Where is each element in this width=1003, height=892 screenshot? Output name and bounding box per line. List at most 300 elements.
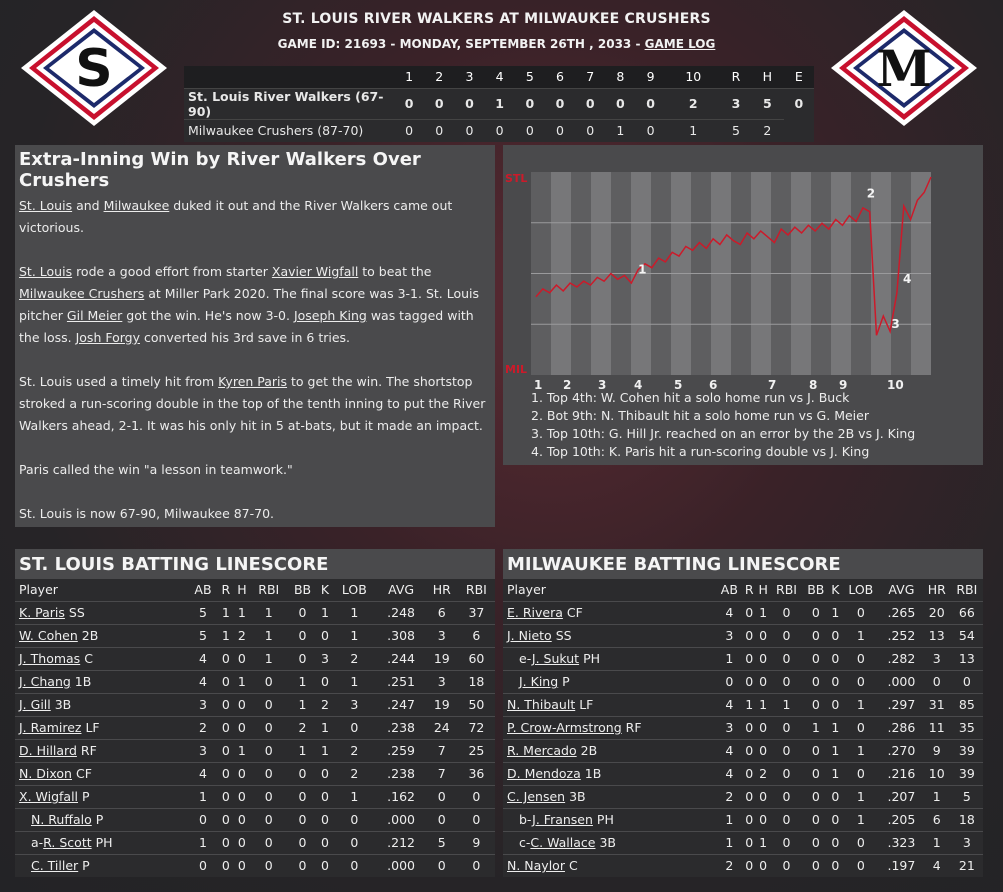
stat-cell: 21 [951, 854, 983, 877]
stat-cell: 0 [250, 739, 287, 762]
batting-row [503, 785, 983, 808]
stat-cell: 1 [218, 624, 233, 647]
batting-col-header: AB [188, 579, 218, 601]
player-position: SS [68, 605, 85, 620]
stat-cell: 1 [842, 808, 880, 831]
stat-cell: 0 [743, 762, 756, 785]
josh-forgy-link[interactable]: Josh Forgy [75, 330, 140, 345]
player-cell [15, 647, 188, 670]
stat-cell: 0 [743, 785, 756, 808]
stat-cell: 5 [188, 601, 218, 624]
stat-cell: .251 [376, 670, 425, 693]
joseph-king-link[interactable]: Joseph King [293, 308, 367, 323]
batting-col-header: Player [15, 579, 188, 601]
batting-col-header: AB [716, 579, 742, 601]
stat-cell: 3 [923, 647, 951, 670]
recap-text: duked it out and the River Walkers came out victorious. [19, 198, 453, 235]
stat-cell: 0 [756, 785, 770, 808]
stat-cell: 11 [923, 716, 951, 739]
player-name-link[interactable]: N. Thibault [507, 697, 576, 712]
batting-row [503, 854, 983, 877]
xavier-wigfall-link[interactable]: Xavier Wigfall [271, 264, 359, 279]
stat-cell: 0 [318, 854, 333, 877]
stat-cell: .000 [376, 854, 425, 877]
stat-cell: 0 [218, 716, 233, 739]
linescore-cell: 0 [575, 88, 605, 119]
player-cell [503, 762, 716, 785]
player-name-link[interactable]: W. Cohen [19, 628, 78, 643]
home-team-logo[interactable] [829, 8, 979, 128]
linescore-cell: 2 [751, 119, 784, 142]
player-name-link[interactable]: P. Crow-Armstrong [507, 720, 622, 735]
player-name-link[interactable]: J. Nieto [507, 628, 552, 643]
linescore-cell: 2 [666, 88, 721, 119]
stat-cell: 1 [318, 716, 333, 739]
stat-cell: 0 [218, 854, 233, 877]
recap-paragraph-3 [19, 371, 491, 437]
stat-cell: 1 [250, 601, 287, 624]
stat-cell: 1 [829, 601, 842, 624]
player-name-link[interactable]: E. Rivera [507, 605, 563, 620]
stat-cell: 0 [951, 670, 983, 693]
stat-cell: 20 [923, 601, 951, 624]
batting-col-header: LOB [332, 579, 376, 601]
linescore-cell: 0 [424, 119, 454, 142]
linescore-row [184, 119, 814, 142]
stat-cell: 0 [743, 624, 756, 647]
stat-cell: 3 [426, 624, 458, 647]
batting-row [503, 601, 983, 624]
chart-note: 4. Top 10th: K. Paris hit a run-scoring double vs J. King [531, 444, 870, 459]
milwaukee-crushers-link[interactable]: Milwaukee Crushers [19, 286, 145, 301]
stat-cell: 0 [234, 808, 251, 831]
stat-cell: 1 [756, 693, 770, 716]
player-position: PH [596, 812, 614, 827]
player-position: PH [95, 835, 113, 850]
stat-cell: 0 [743, 854, 756, 877]
st-louis-link[interactable]: St. Louis [19, 264, 73, 279]
batting-row [503, 762, 983, 785]
stat-cell: 0 [218, 831, 233, 854]
chart-x-tick-label: 1 [534, 378, 543, 392]
game-id-date: GAME ID: 21693 - MONDAY, SEPTEMBER 26TH , 2033 - [277, 37, 645, 51]
linescore-cell: 1 [485, 88, 515, 119]
stat-cell: 0 [803, 808, 829, 831]
stat-cell: 0 [842, 716, 880, 739]
stat-cell: 0 [318, 762, 333, 785]
stat-cell: 37 [458, 601, 495, 624]
batting-col-header: AVG [376, 579, 425, 601]
stat-cell: 3 [716, 716, 742, 739]
stat-cell: 0 [287, 854, 317, 877]
stat-cell: 0 [770, 624, 802, 647]
stat-cell: 0 [803, 831, 829, 854]
batting-col-header: RBI [951, 579, 983, 601]
player-cell [503, 624, 716, 647]
kyren-paris-link[interactable]: Kyren Paris [218, 374, 288, 389]
stat-cell: 0 [218, 762, 233, 785]
stat-cell: 1 [287, 693, 317, 716]
stat-cell: 4 [188, 647, 218, 670]
player-name-link[interactable]: J. Gill [19, 697, 51, 712]
stat-cell: 0 [842, 854, 880, 877]
linescore-cell: 0 [545, 88, 575, 119]
linescore-row [184, 88, 814, 119]
player-name-link[interactable]: R. Mercado [507, 743, 577, 758]
stat-cell: 2 [716, 785, 742, 808]
player-name-link[interactable]: D. Hillard [19, 743, 77, 758]
linescore-cell: 0 [515, 88, 545, 119]
player-cell [503, 647, 716, 670]
batting-row [15, 693, 495, 716]
batting-col-header: HR [426, 579, 458, 601]
player-cell [15, 601, 188, 624]
stat-cell: 1 [287, 670, 317, 693]
stat-cell: 4 [716, 693, 742, 716]
stat-cell: 4 [716, 762, 742, 785]
win-probability-chart [503, 145, 983, 395]
stat-cell: .308 [376, 624, 425, 647]
stat-cell: 7 [426, 739, 458, 762]
stat-cell: 0 [234, 762, 251, 785]
stat-cell: 0 [743, 831, 756, 854]
linescore-team-name: St. Louis River Walkers (67-90) [184, 88, 394, 119]
batting-row [15, 624, 495, 647]
stat-cell: .205 [880, 808, 923, 831]
chart-event-marker: 2 [866, 186, 876, 201]
win-probability-chart-panel [503, 145, 983, 465]
stat-cell: 2 [332, 739, 376, 762]
player-cell [15, 624, 188, 647]
stat-cell: 1 [842, 785, 880, 808]
game-recap-panel [15, 145, 495, 527]
gil-meier-link[interactable]: Gil Meier [66, 308, 123, 323]
player-position: 2B [81, 628, 99, 643]
stat-cell: 0 [318, 831, 333, 854]
batting-row [15, 670, 495, 693]
player-name-link[interactable]: J. Thomas [19, 651, 81, 666]
player-name-link[interactable]: X. Wigfall [19, 789, 79, 804]
stat-cell: 0 [756, 670, 770, 693]
stat-cell: .252 [880, 624, 923, 647]
stat-cell: .207 [880, 785, 923, 808]
player-name-link[interactable]: R. Scott [43, 835, 92, 850]
stat-cell: 7 [426, 762, 458, 785]
player-position: LF [579, 697, 594, 712]
recap-text: to get the win. The shortstop stroked a run-scoring double in the top of the tenth inning to put the River Walkers ahead, 2-1. It was his only hit in 5 at-bats, but it made an impact. [19, 374, 486, 433]
stat-cell: 3 [426, 670, 458, 693]
linescore-cell: 1 [666, 119, 721, 142]
linescore-col-header: 2 [424, 66, 454, 88]
player-name-link[interactable]: N. Naylor [507, 858, 565, 874]
chart-x-tick-label: 4 [634, 378, 643, 392]
player-position: 3B [599, 835, 616, 850]
stat-cell: 0 [287, 785, 317, 808]
batting-row [15, 716, 495, 739]
linescore-col-header: 7 [575, 66, 605, 88]
stat-cell: 2 [756, 762, 770, 785]
stat-cell: 0 [426, 854, 458, 877]
stat-cell: 1 [234, 739, 251, 762]
player-name-link[interactable]: J. Fransen [532, 812, 593, 827]
player-cell [503, 670, 716, 693]
player-position: RF [625, 720, 642, 735]
stat-cell: 9 [923, 739, 951, 762]
batting-col-header: RBI [458, 579, 495, 601]
stat-cell: 1 [332, 601, 376, 624]
batting-row [15, 647, 495, 670]
home-logo-graphic [829, 8, 979, 128]
player-name-link[interactable]: D. Mendoza [507, 766, 581, 781]
batting-row [15, 762, 495, 785]
stat-cell: 3 [188, 693, 218, 716]
stat-cell: 0 [332, 854, 376, 877]
player-cell [15, 762, 188, 785]
stat-cell: 0 [743, 716, 756, 739]
stat-cell: 1 [332, 670, 376, 693]
stat-cell: .247 [376, 693, 425, 716]
stat-cell: 0 [716, 670, 742, 693]
stat-cell: 0 [218, 670, 233, 693]
linescore-col-header: 9 [636, 66, 666, 88]
stat-cell: 50 [458, 693, 495, 716]
stat-cell: 0 [770, 831, 802, 854]
stat-cell: 0 [234, 831, 251, 854]
player-cell [15, 716, 188, 739]
away-batting-title: ST. LOUIS BATTING LINESCORE [15, 549, 495, 579]
batting-col-header: BB [803, 579, 829, 601]
stat-cell: 0 [770, 808, 802, 831]
batting-col-header: HR [923, 579, 951, 601]
stat-cell: 36 [458, 762, 495, 785]
sub-marker: c- [519, 835, 531, 850]
batting-row [15, 785, 495, 808]
player-position: 3B [569, 789, 586, 804]
stat-cell: 31 [923, 693, 951, 716]
stat-cell: 0 [332, 831, 376, 854]
batting-row [503, 624, 983, 647]
recap-paragraph-4: Paris called the win "a lesson in teamwork." [19, 462, 293, 477]
linescore-cell: 0 [636, 88, 666, 119]
batting-col-header: R [743, 579, 756, 601]
stat-cell: .238 [376, 716, 425, 739]
stat-cell: 1 [188, 831, 218, 854]
stat-cell: 0 [318, 785, 333, 808]
home-batting-panel [503, 549, 983, 877]
stat-cell: .323 [880, 831, 923, 854]
stat-cell: 1 [332, 624, 376, 647]
chart-event-marker: 4 [902, 271, 912, 286]
batting-col-header: RBI [250, 579, 287, 601]
stat-cell: 5 [951, 785, 983, 808]
batting-col-header: K [318, 579, 333, 601]
stat-cell: 4 [716, 601, 742, 624]
stat-cell: 0 [756, 624, 770, 647]
sub-marker: a- [31, 835, 44, 850]
recap-paragraph-1 [19, 195, 491, 239]
player-position: 1B [584, 766, 602, 781]
player-cell [15, 831, 188, 854]
recap-text: converted his 3rd save in 6 tries. [139, 330, 351, 345]
stat-cell: .000 [376, 808, 425, 831]
player-position: P [82, 789, 90, 804]
stat-cell: .216 [880, 762, 923, 785]
batting-row [503, 693, 983, 716]
stat-cell: 2 [287, 716, 317, 739]
stat-cell: 1 [770, 693, 802, 716]
stat-cell: 0 [332, 808, 376, 831]
stat-cell: 0 [287, 601, 317, 624]
chart-x-tick-label: 8 [809, 378, 818, 392]
stat-cell: 6 [923, 808, 951, 831]
player-name-link[interactable]: J. Sukut [531, 651, 580, 666]
away-logo-letter: S [75, 39, 113, 99]
stat-cell: 1 [829, 739, 842, 762]
batting-col-header: LOB [842, 579, 880, 601]
stat-cell: 0 [426, 808, 458, 831]
chart-x-tick-label: 3 [598, 378, 607, 392]
stat-cell: .162 [376, 785, 425, 808]
stat-cell: 6 [458, 624, 495, 647]
stat-cell: 2 [188, 716, 218, 739]
linescore-cell: 0 [454, 88, 484, 119]
stat-cell: 1 [287, 739, 317, 762]
stat-cell: 0 [250, 670, 287, 693]
recap-headline: Extra-Inning Win by River Walkers Over Crushers [19, 149, 421, 191]
batting-col-header: Player [503, 579, 716, 601]
stat-cell: .270 [880, 739, 923, 762]
batting-row [503, 647, 983, 670]
linescore-col-header: 5 [515, 66, 545, 88]
linescore-col-header: E [784, 66, 814, 88]
stat-cell: .259 [376, 739, 425, 762]
stat-cell: 0 [234, 854, 251, 877]
player-name-link[interactable]: N. Dixon [19, 766, 72, 781]
player-position: C [568, 858, 578, 874]
away-batting-table [15, 579, 495, 877]
stat-cell: 72 [458, 716, 495, 739]
stat-cell: 0 [218, 808, 233, 831]
linescore-col-header: 10 [666, 66, 721, 88]
stat-cell: 1 [234, 670, 251, 693]
batting-row [15, 601, 495, 624]
chart-notes [531, 389, 915, 461]
stat-cell: 1 [318, 601, 333, 624]
linescore-cell: 0 [605, 88, 635, 119]
stat-cell: 0 [250, 808, 287, 831]
stat-cell: 0 [743, 647, 756, 670]
chart-note: 1. Top 4th: W. Cohen hit a solo home run vs J. Buck [531, 390, 850, 405]
stat-cell: 0 [829, 831, 842, 854]
stat-cell: 0 [287, 624, 317, 647]
linescore-team-name: Milwaukee Crushers (87-70) [184, 119, 394, 142]
stat-cell: 0 [250, 693, 287, 716]
chart-x-tick-label: 5 [674, 378, 683, 392]
linescore-cell: 0 [636, 119, 666, 142]
batting-col-header: R [218, 579, 233, 601]
stat-cell: 0 [188, 808, 218, 831]
player-cell [15, 785, 188, 808]
player-name-link[interactable]: C. Jensen [507, 789, 566, 804]
recap-text: got the win. He's now 3-0. [122, 308, 294, 323]
stat-cell: 19 [426, 647, 458, 670]
player-name-link[interactable]: J. Ramirez [19, 720, 82, 735]
home-logo-letter: M [876, 39, 932, 98]
stat-cell: 39 [951, 762, 983, 785]
stat-cell: 0 [803, 647, 829, 670]
player-position: CF [566, 605, 583, 620]
linescore-col-header: 3 [454, 66, 484, 88]
linescore-cell: 5 [751, 88, 784, 119]
stat-cell: 0 [803, 693, 829, 716]
batting-col-header: RBI [770, 579, 802, 601]
player-cell [503, 854, 716, 877]
milwaukee-link[interactable]: Milwaukee [103, 198, 170, 213]
stat-cell: 1 [756, 601, 770, 624]
stat-cell: 0 [218, 693, 233, 716]
stat-cell: 2 [332, 647, 376, 670]
chart-note: 3. Top 10th: G. Hill Jr. reached on an error by the 2B vs J. King [531, 426, 916, 441]
stat-cell: 1 [716, 647, 742, 670]
stat-cell: 24 [426, 716, 458, 739]
stat-cell: 0 [842, 647, 880, 670]
stat-cell: 1 [842, 624, 880, 647]
batting-col-header: BB [287, 579, 317, 601]
stat-cell: 0 [250, 762, 287, 785]
stat-cell: 4 [923, 854, 951, 877]
stat-cell: 0 [743, 670, 756, 693]
st-louis-link[interactable]: St. Louis [19, 198, 73, 213]
stat-cell: 0 [250, 716, 287, 739]
player-name-link[interactable]: J. Chang [19, 674, 71, 689]
linescore-team-header [184, 66, 394, 88]
player-name-link[interactable]: C. Wallace [530, 835, 596, 850]
stat-cell: 35 [951, 716, 983, 739]
stat-cell: 0 [250, 831, 287, 854]
stat-cell: 0 [770, 739, 802, 762]
stat-cell: 2 [234, 624, 251, 647]
stat-cell: 0 [803, 739, 829, 762]
player-position: P [562, 674, 570, 689]
player-name-link[interactable]: C. Tiller [31, 858, 79, 874]
batting-row [503, 808, 983, 831]
away-team-logo[interactable] [19, 8, 169, 128]
game-log-link[interactable]: GAME LOG [644, 37, 716, 51]
player-position: LF [85, 720, 100, 735]
player-name-link[interactable]: N. Ruffalo [31, 812, 92, 827]
batting-col-header: AVG [880, 579, 923, 601]
player-name-link[interactable]: K. Paris [19, 605, 65, 620]
recap-text: was tagged with the loss. [19, 308, 474, 345]
stat-cell: 1 [923, 785, 951, 808]
stat-cell: 3 [332, 693, 376, 716]
linescore-cell: 0 [454, 119, 484, 142]
stat-cell: 1 [923, 831, 951, 854]
batting-col-header: H [756, 579, 770, 601]
stat-cell: 0 [923, 670, 951, 693]
chart-event-marker: 3 [891, 316, 900, 331]
stat-cell: 3 [951, 831, 983, 854]
stat-cell: 0 [829, 693, 842, 716]
stat-cell: .238 [376, 762, 425, 785]
away-batting-panel [15, 549, 495, 877]
stat-cell: 0 [829, 647, 842, 670]
player-name-link[interactable]: J. King [519, 674, 559, 689]
stat-cell: 18 [951, 808, 983, 831]
away-batting-header-row [15, 579, 495, 601]
stat-cell: 0 [756, 808, 770, 831]
home-batting-title: MILWAUKEE BATTING LINESCORE [503, 549, 983, 579]
